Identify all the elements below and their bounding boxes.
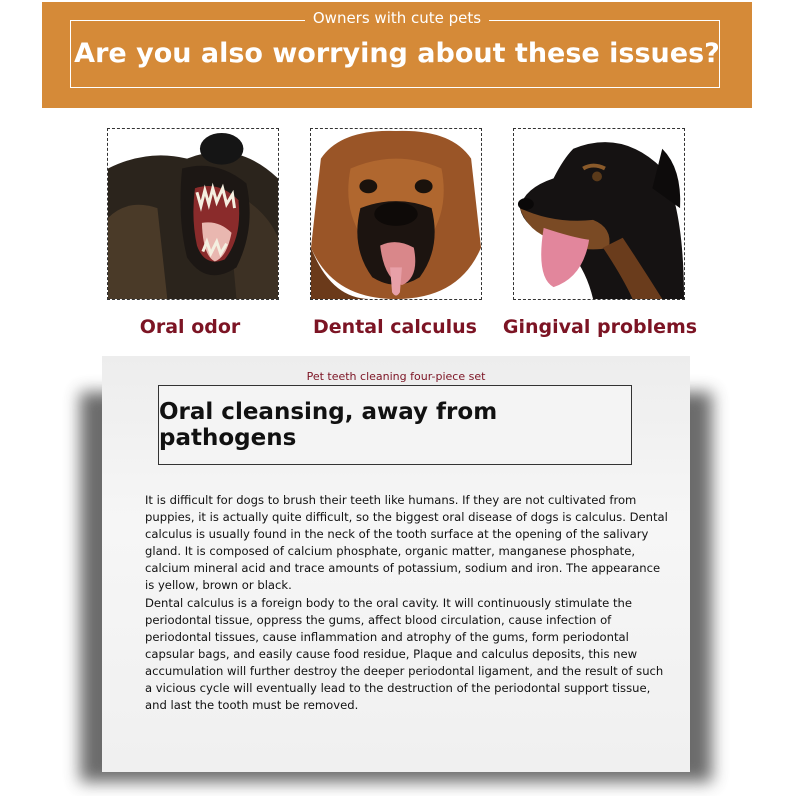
paragraph-1: It is difficult for dogs to brush their teeth like humans. If they are not cultivated from puppies, it is actually quite difficult, so the biggest oral disease of dogs is calculus. Dental calculus is usually found in the neck of the tooth surface at the opening of the salivary gland. It is composed of calcium phosphate, organic matter, manganese phosphate, calcium mineral acid and trace amounts of potassium, sodium and iron. The appearance is yellow, brown or black. [145, 493, 668, 593]
caption-dental-calculus: Dental calculus [313, 316, 477, 338]
caption-oral-odor: Oral odor [139, 316, 241, 338]
caption-gingival-problems: Gingival problems [502, 316, 698, 338]
card-title: Oral cleansing, away from pathogens [159, 399, 498, 451]
header-banner [42, 2, 752, 108]
card-body [145, 492, 673, 714]
paragraph-2: Dental calculus is a foreign body to the oral cavity. It will continuously stimulate the periodontal tissue, oppress the gums, affect blood circulation, cause infection of periodontal tissues, cause inflammation and atrophy of the gums, form periodontal capsular bags, and easily cause food residue, Plaque and calculus deposits, this new accumulation will further destroy the deeper periodontal ligament, and the result of such a vicious cycle will eventually lead to the destruction of the periodontal support tissue, and last the tooth must be removed. [145, 595, 664, 713]
doberman-dog-photo [513, 128, 685, 300]
product-set-label: Pet teeth cleaning four-piece set [306, 370, 486, 383]
snarling-dog-photo [107, 128, 279, 300]
banner-subtitle: Owners with cute pets [42, 8, 752, 28]
banner-title: Are you also worrying about these issues? [74, 38, 720, 69]
card-title-box [158, 385, 632, 465]
info-card [102, 356, 690, 772]
boxer-dog-photo [310, 128, 482, 300]
